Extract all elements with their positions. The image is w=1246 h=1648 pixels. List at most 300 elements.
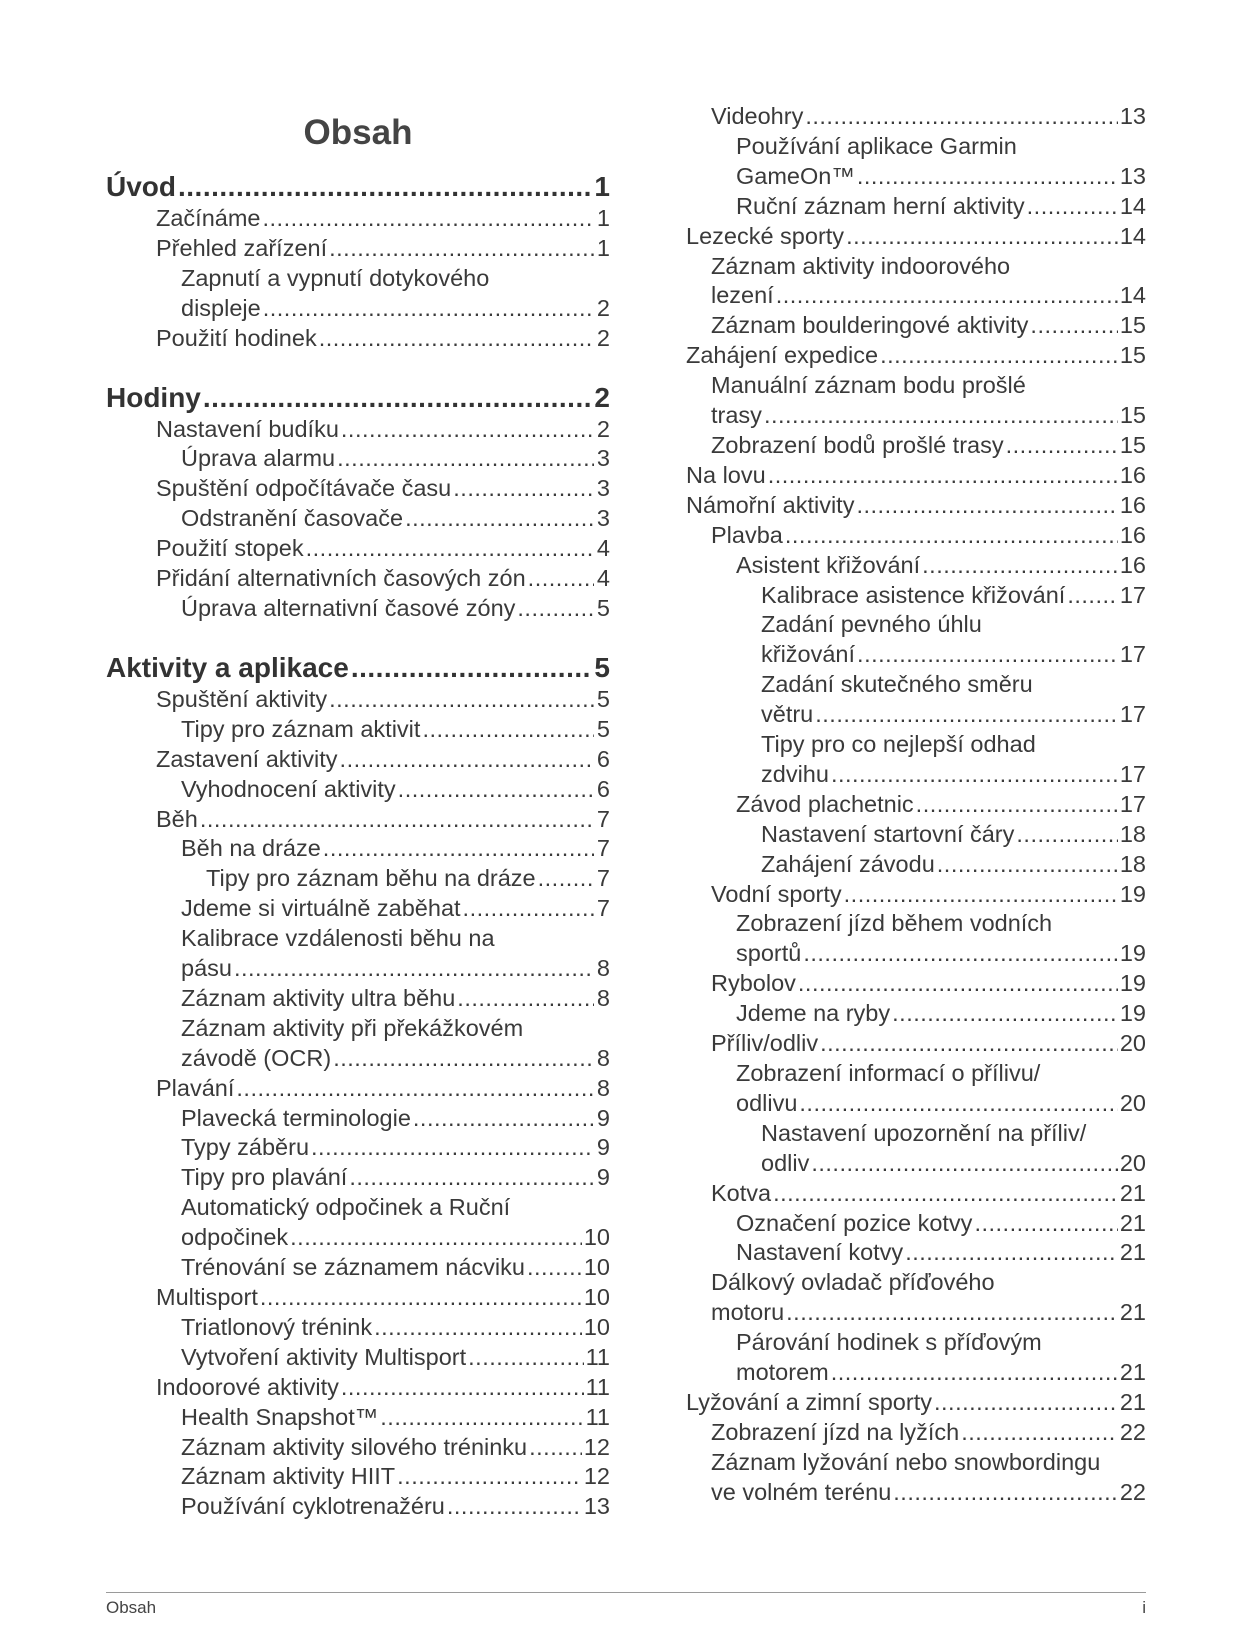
dot-leader — [527, 1253, 582, 1283]
toc-entry[interactable] — [686, 969, 1146, 999]
toc-entry-label-continued: ve volném terénu — [711, 1478, 892, 1505]
dot-leader — [773, 1179, 1118, 1209]
toc-entry[interactable] — [106, 924, 610, 984]
toc-page-number: 21 — [1119, 1209, 1146, 1236]
toc-entry-label: Indoorové aktivity — [156, 1373, 339, 1400]
toc-list-right — [686, 102, 1146, 1508]
toc-page-number: 1 — [596, 234, 610, 261]
toc-entry-label: Používání aplikace Garmin — [736, 132, 1017, 159]
toc-entry[interactable] — [106, 1462, 610, 1492]
toc-page-number: 21 — [1119, 1179, 1146, 1206]
toc-entry[interactable] — [106, 1433, 610, 1463]
toc-page-number: 5 — [596, 715, 610, 742]
toc-entry-label: Záznam aktivity při překážkovém — [181, 1014, 524, 1041]
toc-entry[interactable] — [686, 730, 1146, 790]
dot-leader — [1027, 192, 1118, 222]
dot-leader — [260, 1283, 582, 1313]
dot-leader — [517, 594, 594, 624]
toc-entry-label: Zobrazení jízd během vodních — [736, 910, 1053, 937]
toc-page-number: 13 — [583, 1493, 610, 1520]
toc-page-number: 8 — [596, 1044, 610, 1071]
toc-entry-label: Zadání pevného úhlu — [761, 611, 982, 638]
dot-leader — [776, 281, 1118, 311]
dot-leader — [306, 534, 594, 564]
dot-leader — [974, 1209, 1117, 1239]
toc-page-number: 15 — [1119, 342, 1146, 369]
toc-page-number: 15 — [1119, 402, 1146, 429]
toc-entry[interactable] — [686, 1119, 1146, 1179]
toc-entry[interactable] — [686, 610, 1146, 670]
toc-entry-label: Ruční záznam herní aktivity — [736, 192, 1025, 219]
toc-entry-label: Kalibrace vzdálenosti běhu na — [181, 925, 495, 952]
dot-leader — [397, 1462, 582, 1492]
toc-page-number: 2 — [596, 415, 610, 442]
toc-page-number: 2 — [596, 294, 610, 321]
toc-entry[interactable] — [106, 775, 610, 805]
toc-page-number: 20 — [1119, 1089, 1146, 1116]
toc-entry[interactable] — [686, 999, 1146, 1029]
dot-leader — [311, 1133, 594, 1163]
toc-entry[interactable] — [106, 984, 610, 1014]
toc-entry-label: Lyžování a zimní sporty — [686, 1388, 932, 1415]
dot-leader — [447, 1492, 582, 1522]
toc-entry[interactable] — [106, 444, 610, 474]
toc-entry[interactable] — [686, 1029, 1146, 1059]
dot-leader — [468, 1343, 583, 1373]
toc-entry[interactable] — [106, 234, 610, 264]
toc-entry[interactable] — [686, 431, 1146, 461]
toc-page-number: 15 — [1119, 431, 1146, 458]
toc-entry[interactable] — [686, 1238, 1146, 1268]
toc-entry[interactable] — [686, 371, 1146, 431]
toc-entry[interactable] — [686, 820, 1146, 850]
toc-entry-label: Kalibrace asistence křižování — [761, 581, 1066, 608]
toc-entry[interactable] — [686, 1268, 1146, 1328]
toc-page-number: 4 — [596, 565, 610, 592]
toc-page-number: 14 — [1119, 282, 1146, 309]
toc-entry-label: Přehled zařízení — [156, 234, 328, 261]
toc-page-number: 22 — [1119, 1418, 1146, 1445]
toc-page-number: 11 — [585, 1373, 610, 1400]
toc-entry-label: Trénování se záznamem nácviku — [181, 1254, 525, 1281]
toc-entry[interactable] — [106, 1403, 610, 1433]
dot-leader — [341, 415, 594, 445]
dot-leader — [178, 170, 592, 204]
toc-page-number: 16 — [1119, 461, 1146, 488]
toc-entry-label: Automatický odpočinek a Ruční — [181, 1194, 511, 1221]
toc-entry-label: Zobrazení informací o přílivu/ — [736, 1060, 1041, 1086]
toc-entry-label-continued: odpočinek — [181, 1224, 289, 1251]
dot-leader — [1016, 820, 1117, 850]
toc-entry[interactable] — [106, 685, 610, 715]
toc-page-number: 7 — [596, 865, 610, 892]
toc-entry[interactable] — [686, 1209, 1146, 1239]
dot-leader — [811, 1149, 1118, 1179]
toc-entry[interactable] — [686, 1418, 1146, 1448]
dot-leader — [785, 521, 1118, 551]
toc-page-number: 20 — [1119, 1030, 1146, 1057]
toc-entry[interactable] — [106, 504, 610, 534]
toc-page-number: 12 — [583, 1463, 610, 1490]
toc-entry[interactable] — [106, 474, 610, 504]
dot-leader — [329, 234, 594, 264]
dot-leader — [916, 790, 1118, 820]
toc-page-number: 17 — [1119, 641, 1146, 668]
toc-entry[interactable] — [106, 1104, 610, 1134]
toc-entry[interactable] — [106, 864, 610, 894]
toc-page-number: 7 — [596, 805, 610, 832]
toc-entry[interactable] — [106, 594, 610, 624]
dot-leader — [374, 1313, 582, 1343]
toc-entry-label-continued: trasy — [711, 402, 762, 429]
toc-entry-label: Zobrazení jízd na lyžích — [711, 1418, 960, 1445]
toc-page-number: 16 — [1119, 491, 1146, 518]
toc-entry-label: Triatlonový trénink — [181, 1313, 373, 1340]
toc-page-number: 7 — [596, 835, 610, 862]
toc-entry-label-continued: zdvihu — [761, 760, 829, 787]
toc-entry-label: Dálkový ovladač příďového — [711, 1269, 995, 1296]
toc-entry-label: Přidání alternativních časových zón — [156, 565, 526, 592]
toc-page-number: 16 — [1119, 551, 1146, 578]
toc-entry[interactable] — [106, 1253, 610, 1283]
toc-page-number: 21 — [1119, 1388, 1146, 1415]
toc-entry-label-continued: pásu — [181, 955, 232, 982]
dot-leader — [200, 805, 594, 835]
dot-leader — [892, 999, 1118, 1029]
toc-entry[interactable] — [686, 132, 1146, 192]
dot-leader — [937, 850, 1118, 880]
toc-entry-label: Aktivity a aplikace — [106, 651, 349, 683]
toc-entry[interactable] — [686, 491, 1146, 521]
toc-left-column — [106, 98, 610, 1522]
toc-entry[interactable] — [106, 805, 610, 835]
toc-entry-label: Začínáme — [156, 205, 261, 231]
toc-page-number: 1 — [594, 171, 610, 202]
toc-entry-label: Odstranění časovače — [181, 505, 404, 532]
toc-entry-label: Videohry — [711, 103, 804, 129]
toc-entry-label: Námořní aktivity — [686, 491, 855, 518]
dot-leader — [398, 775, 594, 805]
toc-entry[interactable] — [686, 551, 1146, 581]
page-title: Obsah — [303, 113, 413, 152]
dot-leader — [405, 504, 594, 534]
dot-leader — [337, 444, 594, 474]
toc-page-number: 18 — [1119, 820, 1146, 847]
dot-leader — [380, 1403, 583, 1433]
toc-entry-label: Tipy pro plavání — [181, 1164, 348, 1191]
toc-entry-label: Nastavení startovní čáry — [761, 820, 1015, 847]
toc-entry[interactable] — [686, 1388, 1146, 1418]
toc-entry-label-continued: displeje — [181, 294, 261, 321]
toc-page-number: 4 — [596, 535, 610, 562]
dot-leader — [857, 640, 1118, 670]
toc-entry-label: Záznam aktivity silového tréninku — [181, 1433, 528, 1460]
toc-entry-label-continued: odlivu — [736, 1089, 798, 1116]
toc-entry-label: Záznam aktivity HIIT — [181, 1463, 396, 1490]
toc-entry-label: Kotva — [711, 1179, 772, 1206]
toc-entry[interactable] — [106, 1313, 610, 1343]
toc-entry[interactable] — [106, 1193, 610, 1253]
toc-page-number: 10 — [583, 1224, 610, 1251]
toc-entry-label: Záznam boulderingové aktivity — [711, 312, 1029, 339]
toc-page-number: 11 — [585, 1343, 610, 1370]
toc-entry-label: Plavba — [711, 521, 783, 548]
toc-entry-label: Označení pozice kotvy — [736, 1209, 973, 1236]
toc-entry-label: Nastavení budíku — [156, 415, 339, 442]
dot-leader — [831, 760, 1118, 790]
toc-entry[interactable] — [686, 521, 1146, 551]
toc-entry[interactable] — [106, 1283, 610, 1313]
toc-page-number: 12 — [583, 1433, 610, 1460]
toc-entry-label-continued: křižování — [761, 641, 856, 668]
dot-leader — [453, 474, 594, 504]
toc-page-number: 3 — [596, 475, 610, 502]
dot-leader — [820, 1029, 1118, 1059]
toc-entry-label: Nastavení kotvy — [736, 1239, 904, 1266]
toc-entry-label: Tipy pro záznam běhu na dráze — [206, 865, 536, 892]
toc-entry[interactable] — [686, 790, 1146, 820]
toc-entry[interactable] — [686, 1448, 1146, 1508]
dot-leader — [1006, 431, 1118, 461]
toc-entry[interactable] — [106, 1373, 610, 1403]
dot-leader — [831, 1358, 1118, 1388]
dot-leader — [329, 685, 594, 715]
toc-entry-label: Vytvoření aktivity Multisport — [181, 1343, 467, 1370]
toc-page-number: 17 — [1119, 701, 1146, 728]
toc-page-number: 9 — [596, 1134, 610, 1161]
toc-entry[interactable] — [106, 1343, 610, 1373]
toc-page-number: 15 — [1119, 312, 1146, 339]
toc-page-number: 19 — [1119, 940, 1146, 967]
toc-entry-label: Úvod — [106, 171, 176, 202]
toc-entry-label: Záznam lyžování nebo snowbordingu — [711, 1448, 1101, 1475]
toc-entry-label: Health Snapshot™ — [181, 1403, 379, 1430]
dot-leader — [856, 491, 1117, 521]
toc-page-number: 5 — [594, 651, 610, 683]
toc-page-number: 5 — [596, 685, 610, 712]
toc-entry[interactable] — [686, 909, 1146, 969]
dot-leader — [351, 651, 593, 685]
toc-entry-label: Asistent křižování — [736, 551, 921, 578]
toc-page-number: 9 — [596, 1164, 610, 1191]
toc-entry[interactable] — [106, 324, 610, 354]
dot-leader — [798, 969, 1118, 999]
toc-entry[interactable] — [106, 1492, 610, 1522]
toc-page-number: 6 — [596, 775, 610, 802]
toc-entry[interactable] — [106, 894, 610, 924]
toc-page-number: 21 — [1119, 1359, 1146, 1386]
toc-entry-label: Typy záběru — [181, 1134, 310, 1161]
dot-leader — [341, 1373, 584, 1403]
toc-entry[interactable] — [686, 581, 1146, 611]
toc-entry[interactable] — [106, 264, 610, 324]
toc-page-number: 3 — [596, 445, 610, 472]
toc-entry[interactable] — [106, 170, 610, 204]
toc-entry[interactable] — [106, 415, 610, 445]
toc-entry-label: Tipy pro co nejlepší odhad — [761, 731, 1036, 758]
toc-entry-label: Manuální záznam bodu prošlé — [711, 372, 1026, 399]
toc-page-number: 8 — [596, 1074, 610, 1101]
toc-entry[interactable] — [106, 715, 610, 745]
toc-entry-label: Plavání — [156, 1074, 235, 1101]
toc-page-number: 8 — [596, 984, 610, 1011]
toc-entry-label: Jdeme si virtuálně zaběhat — [181, 895, 461, 922]
toc-entry[interactable] — [106, 204, 610, 234]
footer-divider — [106, 1592, 1146, 1593]
footer-page-number: i — [1142, 1598, 1146, 1617]
footer-section-name: Obsah — [106, 1598, 157, 1617]
dot-leader — [799, 1089, 1117, 1119]
toc-entry-label: Párování hodinek s příďovým — [736, 1329, 1042, 1356]
dot-leader — [457, 984, 594, 1014]
toc-page-number: 2 — [594, 381, 610, 413]
toc-entry[interactable] — [686, 222, 1146, 252]
toc-entry[interactable] — [686, 670, 1146, 730]
dot-leader — [857, 162, 1118, 192]
dot-leader — [340, 745, 594, 775]
toc-entry-label: Lezecké sporty — [686, 222, 845, 249]
toc-entry[interactable] — [106, 534, 610, 564]
dot-leader — [538, 864, 594, 894]
toc-entry-label: Zapnutí a vypnutí dotykového — [181, 264, 490, 291]
toc-entry-label: Na lovu — [686, 461, 766, 488]
dot-leader — [463, 894, 594, 924]
dot-leader — [236, 1074, 594, 1104]
toc-entry-label-continued: lezení — [711, 282, 774, 309]
toc-page-number: 10 — [583, 1313, 610, 1340]
toc-entry-label-continued: větru — [761, 701, 814, 728]
dot-leader — [323, 834, 594, 864]
toc-page-number: 21 — [1119, 1299, 1146, 1326]
toc-page-number: 6 — [596, 745, 610, 772]
dot-leader — [934, 1388, 1118, 1418]
toc-entry[interactable] — [686, 880, 1146, 910]
dot-leader — [893, 1478, 1118, 1508]
toc-entry[interactable] — [106, 745, 610, 775]
toc-entry[interactable] — [106, 1163, 610, 1193]
toc-page-number: 19 — [1119, 1000, 1146, 1027]
toc-entry[interactable] — [106, 564, 610, 594]
toc-entry[interactable] — [106, 834, 610, 864]
toc-entry-label-continued: motorem — [736, 1359, 829, 1386]
toc-page-number: 17 — [1119, 581, 1146, 608]
toc-page-number: 11 — [585, 1403, 610, 1430]
dot-leader — [234, 954, 594, 984]
toc-entry[interactable] — [686, 252, 1146, 312]
toc-entry-label: Multisport — [156, 1284, 258, 1310]
dot-leader — [349, 1163, 594, 1193]
dot-leader — [922, 551, 1118, 581]
toc-entry-label: Záznam aktivity ultra běhu — [181, 984, 456, 1011]
toc-page-number: 17 — [1119, 790, 1146, 817]
toc-page-number: 18 — [1119, 850, 1146, 877]
toc-entry-label: Tipy pro záznam aktivit — [181, 715, 421, 742]
toc-entry[interactable] — [686, 1059, 1146, 1119]
toc-entry[interactable] — [106, 1014, 610, 1074]
toc-page-number: 21 — [1119, 1239, 1146, 1266]
toc-page-number: 17 — [1119, 760, 1146, 787]
dot-leader — [290, 1223, 582, 1253]
toc-entry-label-continued: motoru — [711, 1299, 785, 1326]
toc-page-number: 2 — [596, 324, 610, 351]
toc-page-number: 10 — [583, 1284, 610, 1310]
toc-entry[interactable] — [106, 1074, 610, 1104]
dot-leader — [1030, 311, 1117, 341]
toc-page-number: 10 — [583, 1254, 610, 1281]
dot-leader — [333, 1044, 594, 1074]
dot-leader — [805, 102, 1118, 132]
toc-page-number: 14 — [1119, 222, 1146, 249]
toc-entry-label-continued: závodě (OCR) — [181, 1044, 332, 1071]
dot-leader — [422, 715, 594, 745]
toc-entry[interactable] — [686, 192, 1146, 222]
dot-leader — [764, 401, 1118, 431]
toc-entry[interactable] — [686, 461, 1146, 491]
toc-entry-label: Úprava alarmu — [181, 445, 336, 472]
toc-entry[interactable] — [686, 341, 1146, 371]
toc-entry[interactable] — [686, 1328, 1146, 1388]
toc-page-number: 3 — [596, 505, 610, 532]
toc-entry[interactable] — [686, 1179, 1146, 1209]
toc-entry-label: Použití stopek — [156, 535, 304, 562]
toc-entry[interactable] — [106, 651, 610, 685]
toc-entry[interactable] — [686, 311, 1146, 341]
dot-leader — [1067, 581, 1118, 611]
toc-page-number: 7 — [596, 895, 610, 922]
toc-entry-label: Závod plachetnic — [736, 790, 914, 817]
toc-entry-label-continued: sportů — [736, 940, 802, 967]
toc-page-number: 5 — [596, 594, 610, 621]
toc-entry-label-continued: GameOn™ — [736, 162, 855, 189]
dot-leader — [768, 461, 1118, 491]
toc-entry-label: Používání cyklotrenažéru — [181, 1493, 445, 1520]
toc-entry[interactable] — [106, 381, 610, 415]
toc-page-number: 13 — [1119, 162, 1146, 189]
toc-entry-label: Spuštění aktivity — [156, 685, 328, 712]
dot-leader — [263, 204, 595, 234]
toc-page-number: 22 — [1119, 1478, 1146, 1505]
dot-leader — [528, 564, 594, 594]
toc-page-number: 16 — [1119, 521, 1146, 548]
dot-leader — [815, 700, 1118, 730]
toc-entry-label: Příliv/odliv — [711, 1030, 819, 1057]
toc-entry-label: Úprava alternativní časové zóny — [181, 594, 516, 621]
toc-list-left — [106, 170, 610, 1522]
dot-leader — [413, 1104, 594, 1134]
toc-entry-label: Zahájení závodu — [761, 850, 935, 877]
dot-leader — [846, 222, 1118, 252]
dot-leader — [319, 324, 594, 354]
toc-page-number: 1 — [596, 205, 610, 231]
toc-entry[interactable] — [686, 102, 1146, 132]
toc-entry-label: Zobrazení bodů prošlé trasy — [711, 431, 1004, 458]
toc-entry-label: Hodiny — [106, 381, 201, 413]
dot-leader — [263, 294, 594, 324]
toc-entry[interactable] — [106, 1133, 610, 1163]
toc-page-number: 19 — [1119, 880, 1146, 907]
toc-entry-label: Plavecká terminologie — [181, 1104, 411, 1131]
dot-leader — [803, 939, 1118, 969]
toc-entry-label: Jdeme na ryby — [736, 1000, 891, 1027]
toc-page-number: 13 — [1119, 103, 1146, 129]
toc-page-number: 20 — [1119, 1149, 1146, 1176]
toc-page-number: 8 — [596, 955, 610, 982]
toc-entry-label: Nastavení upozornění na příliv/ — [761, 1119, 1087, 1146]
toc-page-number: 19 — [1119, 970, 1146, 997]
toc-entry-label: Zadání skutečného směru — [761, 671, 1033, 698]
toc-entry[interactable] — [686, 850, 1146, 880]
toc-entry-label-continued: odliv — [761, 1149, 810, 1176]
